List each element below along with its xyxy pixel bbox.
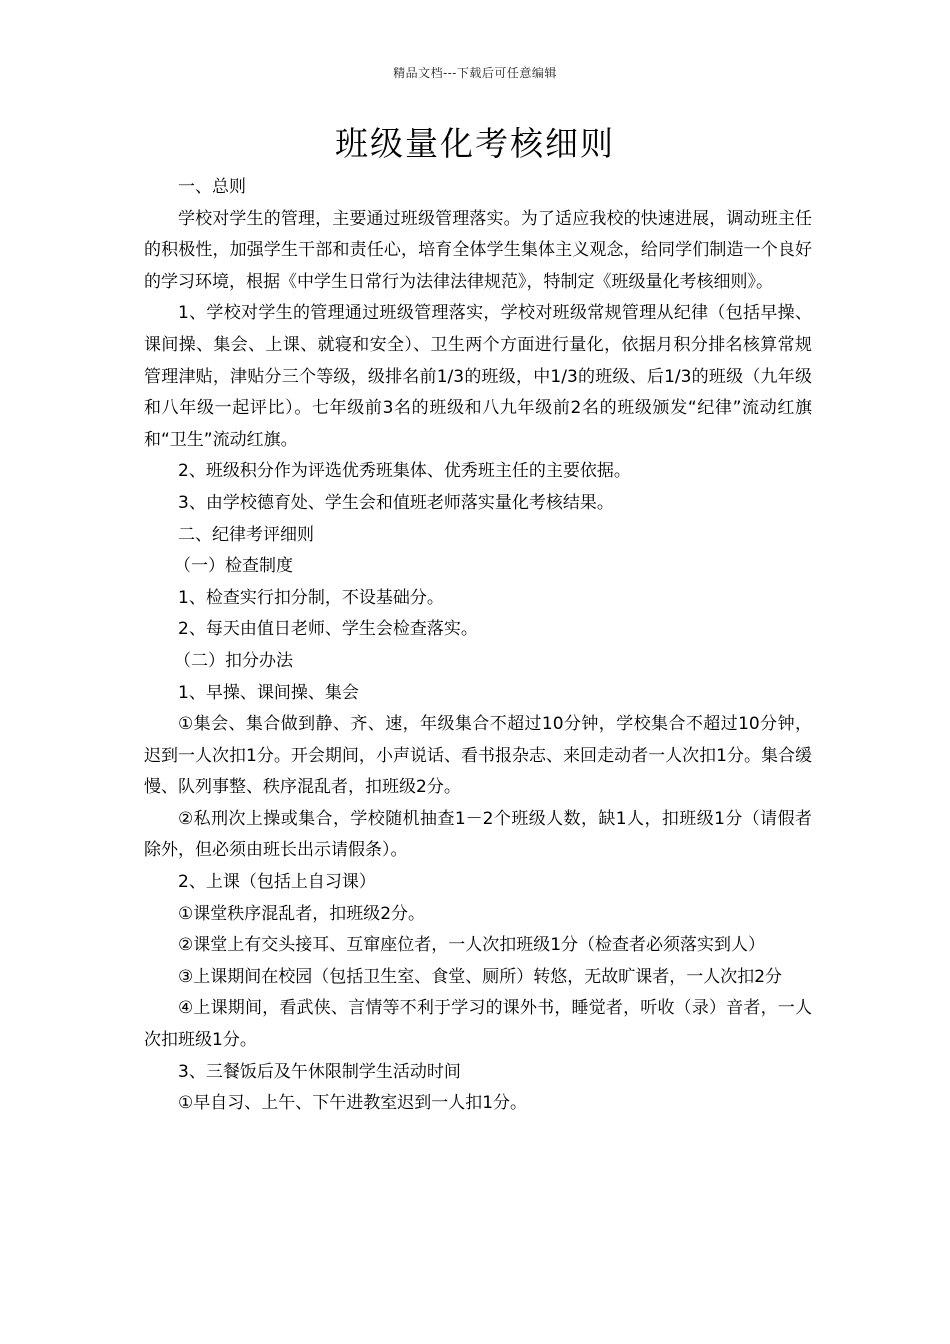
paragraph: （二）扣分办法: [174, 650, 293, 671]
paragraph: ④上课期间，看武侠、言情等不利于学习的课外书，睡觉者，听收（录）音者，一人次扣班级1分。: [144, 998, 812, 1051]
paragraph: ①集会、集合做到静、齐、速，年级集合不超过10分钟，学校集合不超过10分钟，迟到一人次扣1分。开会期间，小声说话、看书报杂志、来回走动者一人次扣1分。集合缓慢、队列事整、秩序混乱者，扣班级2分。: [144, 714, 812, 798]
paragraph: 1、早操、课间操、集会: [178, 682, 359, 703]
paragraph: ①课堂秩序混乱者，扣班级2分。: [178, 903, 426, 924]
paragraph: ①早自习、上午、下午进教室迟到一人扣1分。: [178, 1093, 528, 1114]
paragraph: 2、上课（包括上自习课）: [178, 872, 376, 893]
paragraph: （一）检查制度: [174, 556, 293, 577]
paragraph: 一、总则: [178, 177, 246, 197]
document-title: 班级量化考核细则: [335, 124, 615, 163]
paragraph: ②课堂上有交头接耳、互窜座位者，一人次扣班级1分（检查者必须落实到人）: [178, 935, 766, 956]
paragraph: 2、班级积分作为评选优秀班集体、优秀班主任的主要依据。: [178, 461, 631, 482]
paragraph: 2、每天由值日老师、学生会检查落实。: [178, 619, 478, 640]
paragraph: 1、检查实行扣分制，不设基础分。: [178, 587, 444, 608]
paragraph: ③上课期间在校园（包括卫生室、食堂、厕所）转悠，无故旷课者，一人次扣2分: [178, 966, 783, 987]
paragraph: 3、三餐饭后及午休限制学生活动时间: [178, 1061, 461, 1082]
paragraph: 二、纪律考评细则: [178, 524, 314, 545]
paragraph: 学校对学生的管理，主要通过班级管理落实。为了适应我校的快速进展，调动班主任的积极性，加强学生干部和责任心，培育全体学生集体主义观念，给同学们制造一个良好的学习环境，根据《中学生日常行为法律法律规范》，特制定《班级量化考核细则》。: [144, 208, 812, 292]
paragraph: ②私刑次上操或集合，学校随机抽查1－2个班级人数，缺1人，扣班级1分（请假者除外，但必须由班长出示请假条）。: [144, 808, 812, 861]
document-body: [144, 172, 812, 1120]
header-note: 精品文档---下载后可任意编辑: [393, 66, 557, 80]
paragraph: 1、学校对学生的管理通过班级管理落实，学校对班级常规管理从纪律（包括早操、课间操、集会、上课、就寝和安全）、卫生两个方面进行量化，依据月积分排名核算常规管理津贴，津贴分三个等级，级排名前1/3的班级，中1/3的班级、后1/3的班级（九年级和八年级一起评比）。七年级前3名的班级和八九年级前2名的班级颁发“纪律”流动红旗和“卫生”流动红旗。: [144, 303, 812, 450]
paragraph: 3、由学校德育处、学生会和值班老师落实量化考核结果。: [178, 492, 614, 513]
